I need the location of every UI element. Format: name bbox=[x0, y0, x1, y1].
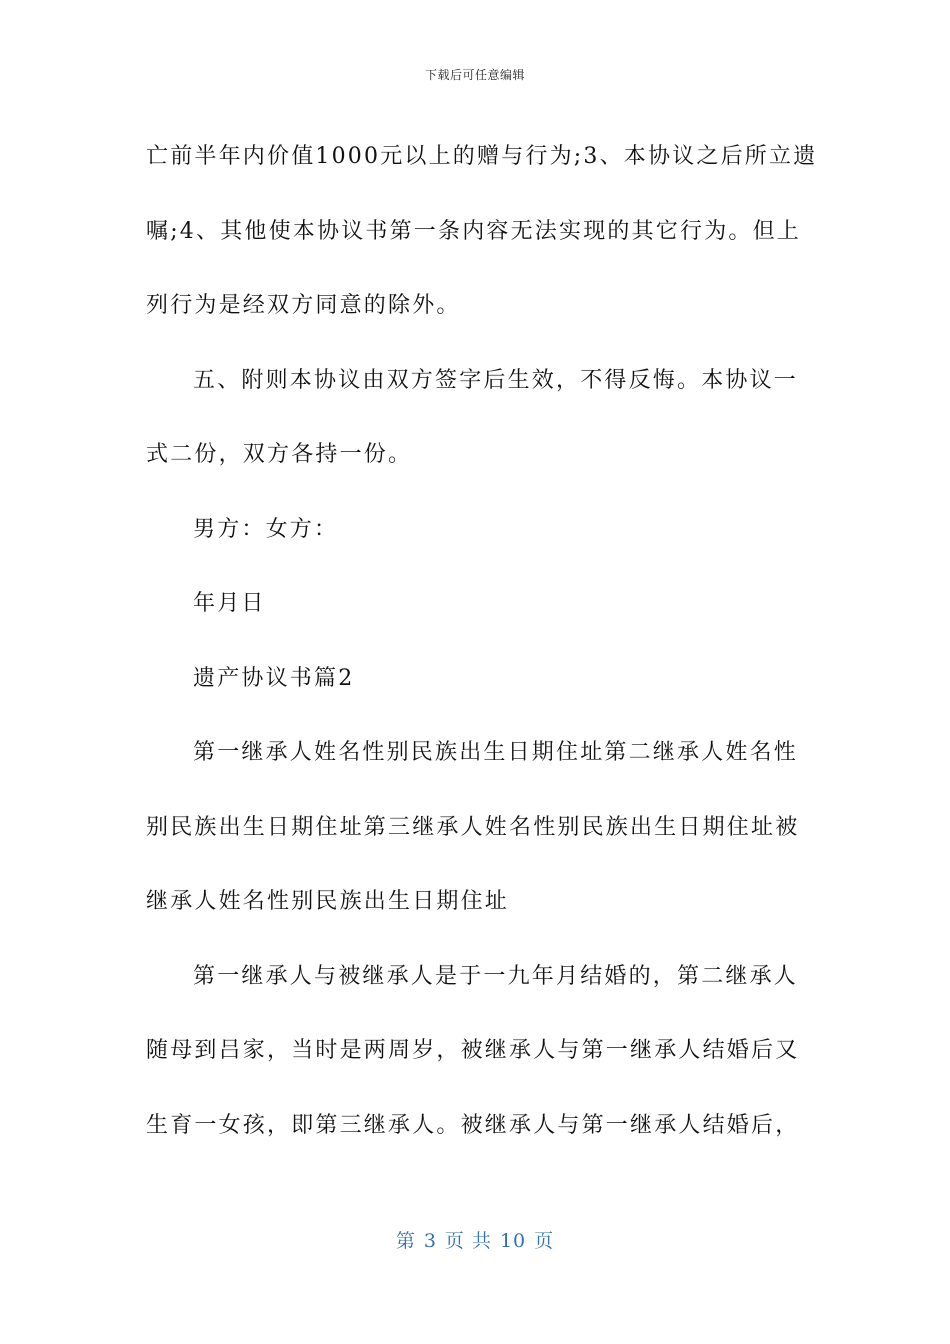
text-line: 式二份，双方各持一份。 bbox=[146, 442, 413, 467]
text-line: 随母到吕家，当时是两周岁，被继承人与第一继承人结婚后又 bbox=[146, 1038, 800, 1063]
text-line: 继承人姓名性别民族出生日期住址 bbox=[146, 889, 510, 914]
date-line: 年月日 bbox=[193, 591, 266, 616]
footer-prefix: 第 bbox=[395, 1230, 416, 1252]
signature-line: 男方：女方： bbox=[193, 516, 339, 542]
current-page-number: 3 bbox=[423, 1230, 437, 1252]
footer-middle: 页 共 bbox=[444, 1230, 492, 1252]
text-line: 第一继承人姓名性别民族出生日期住址第二继承人姓名性 bbox=[193, 740, 799, 765]
text-line: 五、附则本协议由双方签字后生效，不得反悔。本协议一 bbox=[193, 367, 799, 393]
section-title: 遗产协议书篇2 bbox=[193, 665, 355, 691]
footer-suffix: 页 bbox=[534, 1230, 555, 1252]
page-header: 下载后可任意编辑 bbox=[424, 68, 525, 82]
text-line: 生育一女孩，即第三继承人。被继承人与第一继承人结婚后， bbox=[146, 1112, 800, 1138]
text-line: 别民族出生日期住址第三继承人姓名性别民族出生日期住址被 bbox=[146, 814, 800, 840]
text-line: 第一继承人与被继承人是于一九年月结婚的，第二继承人 bbox=[193, 963, 799, 989]
document-body bbox=[146, 120, 818, 1163]
page-footer bbox=[0, 1226, 950, 1253]
total-pages-number: 10 bbox=[499, 1230, 527, 1252]
text-line: 嘱;4、其他使本协议书第一条内容无法实现的其它行为。但上 bbox=[146, 218, 802, 244]
text-line: 列行为是经双方同意的除外。 bbox=[146, 293, 461, 318]
text-line: 亡前半年内价值1000元以上的赠与行为;3、本协议之后所立遗 bbox=[146, 144, 818, 169]
